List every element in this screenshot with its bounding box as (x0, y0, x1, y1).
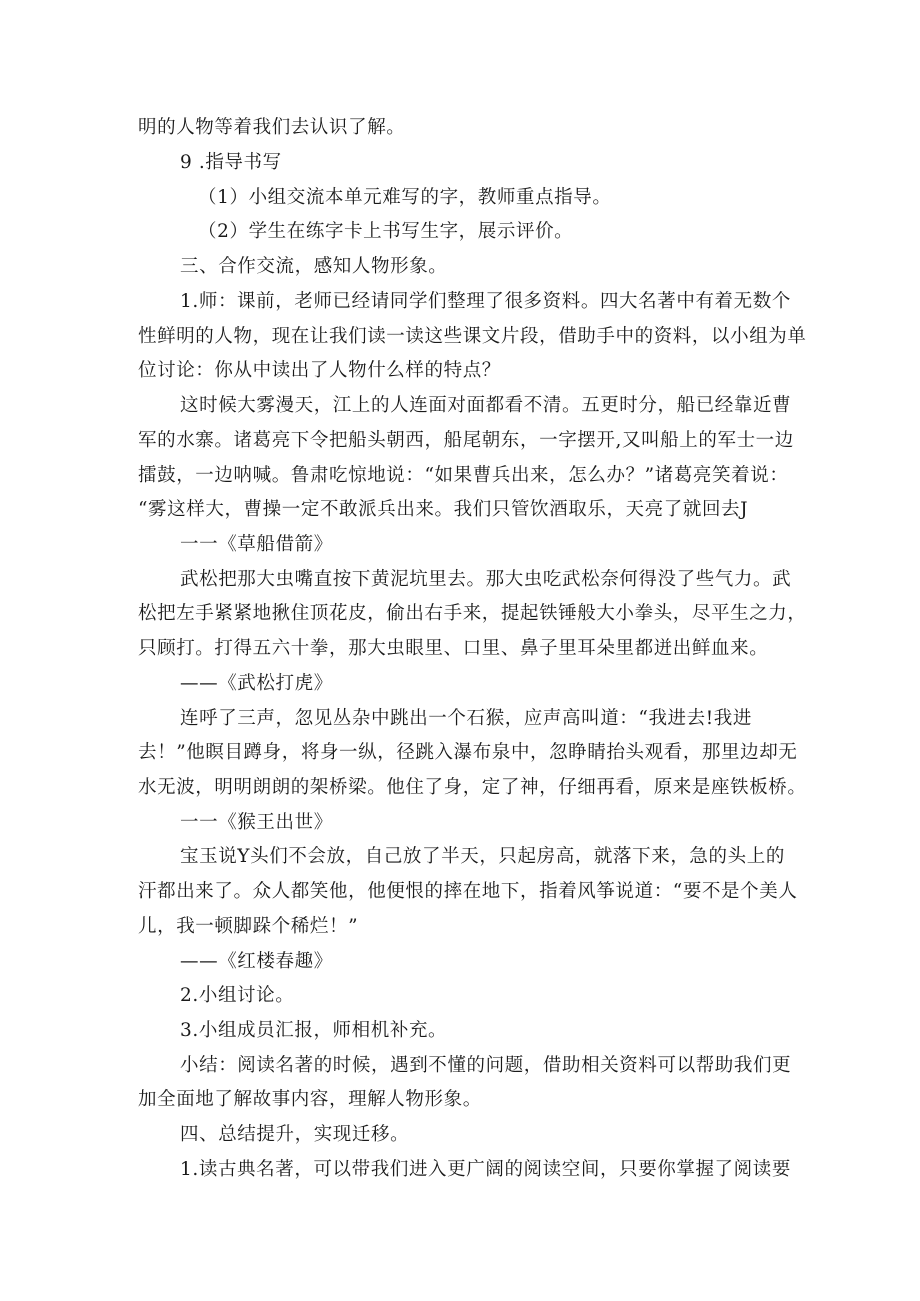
text-line: 1.读古典名著，可以带我们进入更广阔的阅读空间，只要你掌握了阅读要 (180, 1159, 791, 1180)
section-heading: 9 .指导书写 (180, 152, 282, 173)
text-line: 1.师：课前，老师已经请同学们整理了很多资料。四大名著中有着无数个 (180, 291, 791, 312)
section-heading: 四、总结提升，实现迁移。 (180, 1124, 410, 1145)
text-line: 加全面地了解故事内容，理解人物形象。 (138, 1089, 482, 1110)
text-line: 松把左手紧紧地揪住顶花皮，偷出右手来，提起铁锤般大小拳头，尽平生之力， (138, 603, 807, 624)
text-line: 小结：阅读名著的时候，遇到不懂的问题，借助相关资料可以帮助我们更 (180, 1055, 792, 1076)
text-line: 3.小组成员汇报，师相机补充。 (180, 1020, 448, 1041)
source-citation: 一一《草船借箭》 (180, 534, 333, 555)
source-citation: ——《武松打虎》 (180, 673, 333, 694)
text-line: （1）小组交流本单元难写的字，教师重点指导。 (198, 187, 612, 208)
text-line: 儿，我一顿脚跺个稀烂！” (138, 916, 359, 937)
text-line: 位讨论：你从中读出了人物什么样的特点？ (138, 360, 501, 381)
text-line: 擂鼓，一边呐喊。鲁肃吃惊地说：“如果曹兵出来，怎么办？”诸葛亮笑着说： (138, 465, 789, 486)
text-line: 水无波，明明朗朗的架桥梁。他住了身，定了神，仔细再看，原来是座铁板桥。 (138, 777, 807, 798)
text-line: “雾这样大，曹操一定不敢派兵出来。我们只管饮酒取乐，天亮了就回去J (138, 499, 749, 520)
section-heading: 三、合作交流，感知人物形象。 (180, 256, 448, 277)
text-line: 武松把那大虫嘴直按下黄泥坑里去。那大虫吃武松奈何得没了些气力。武 (180, 569, 792, 590)
source-citation: ——《红楼春趣》 (180, 951, 333, 972)
text-line: 军的水寨。诸葛亮下令把船头朝西，船尾朝东，一字摆开,又叫船上的军士一边 (138, 430, 794, 451)
text-line: 只顾打。打得五六十拳，那大虫眼里、口里、鼻子里耳朵里都迸出鲜血来。 (138, 638, 769, 659)
text-line: 汗都出来了。众人都笑他，他便恨的摔在地下，指着风筝说道：“要不是个美人 (138, 881, 798, 902)
text-line: 明的人物等着我们去认识了解。 (138, 117, 406, 138)
text-line: 宝玉说Y头们不会放，自己放了半天，只起房高，就落下来，急的头上的 (180, 846, 785, 867)
source-citation: 一一《猴王出世》 (180, 812, 333, 833)
text-line: （2）学生在练字卡上书写生字，展示评价。 (198, 221, 574, 242)
text-line: 去！”他瞑目蹲身，将身一纵，径跳入瀑布泉中，忽睁睛抬头观看，那里边却无 (138, 742, 798, 763)
text-line: 连呼了三声，忽见丛杂中跳出一个石猴，应声高叫道：“我进去!我进 (180, 708, 752, 729)
text-line: 性鲜明的人物，现在让我们读一读这些课文片段，借助手中的资料，以小组为单 (138, 326, 807, 347)
text-line: 这时候大雾漫天，江上的人连面对面都看不清。五更时分，船已经靠近曹 (180, 395, 792, 416)
text-line: 2.小组讨论。 (180, 985, 295, 1006)
